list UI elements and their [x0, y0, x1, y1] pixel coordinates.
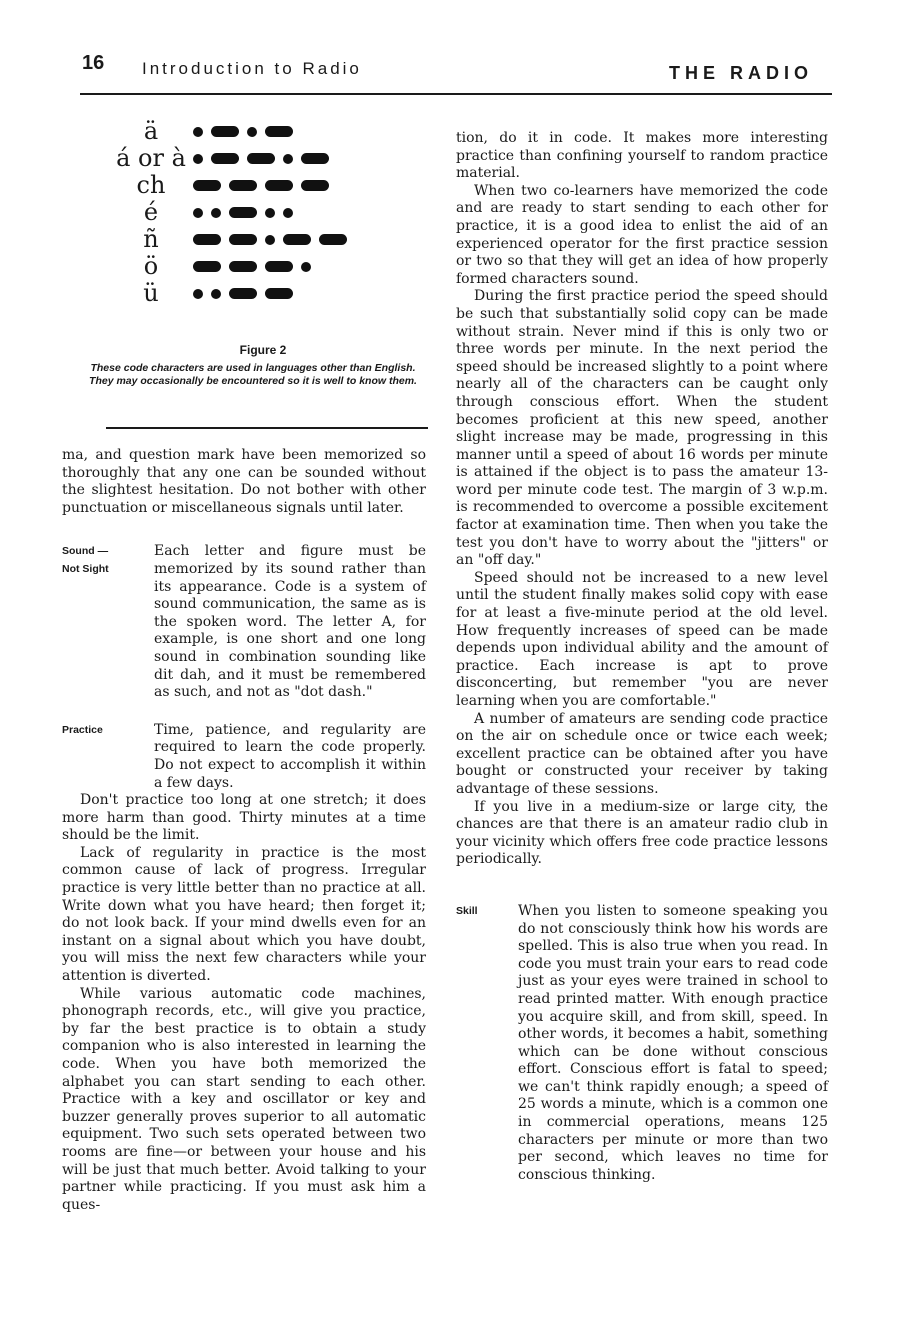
morse-dash-icon	[193, 261, 221, 272]
paragraph: Lack of regularity in practice is the most common cause of lack of progress. Irregular practice is very little better than no practice at all. Write down what you have heard; then forget it; do not look back. If your mind dwells even for an instant on a signal about which you have doubt, you will miss the next few characters while your attention is diverted.	[62, 844, 426, 985]
morse-dash-icon	[265, 261, 293, 272]
paragraph: Speed should not be increased to a new level until the student finally makes solid copy with ease for at least a five-minute period at the old level. How frequently increases of speed can be made depends upon individual ability and the amount of practice. Each increase is apt to prove disconcerting, but remember "you are never learning when you are comfortable."	[456, 569, 828, 709]
code-character: ñ	[143, 225, 159, 253]
morse-dash-icon	[229, 288, 257, 299]
morse-dot-icon	[265, 208, 275, 218]
code-character: é	[143, 198, 159, 226]
morse-dash-icon	[193, 180, 221, 191]
section-skill	[456, 903, 828, 1185]
section-practice	[62, 722, 426, 792]
code-character: ö	[143, 252, 159, 280]
header-rule	[80, 93, 832, 95]
code-marks	[193, 126, 293, 137]
code-marks	[193, 261, 311, 272]
code-marks	[193, 207, 293, 218]
morse-dash-icon	[229, 207, 257, 218]
morse-dash-icon	[229, 180, 257, 191]
page-number: 16	[82, 52, 105, 74]
morse-dot-icon	[193, 154, 203, 164]
morse-dot-icon	[193, 289, 203, 299]
side-heading-line: Sound —	[62, 545, 109, 558]
morse-dash-icon	[211, 153, 239, 164]
right-column	[456, 130, 828, 1184]
code-row	[115, 280, 405, 307]
paragraph: If you live in a medium-size or large city, the chances are that there is an amateur radio club in your vicinity which offers free code practice lessons periodically.	[456, 798, 828, 868]
morse-dot-icon	[283, 154, 293, 164]
code-character: ä	[143, 117, 159, 145]
morse-dot-icon	[211, 208, 221, 218]
morse-dash-icon	[265, 288, 293, 299]
paragraph: A number of amateurs are sending code practice on the air on schedule once or twice each week; excellent practice can be obtained after you have bought or constructed your receiver by taking advantage of these sessions.	[456, 710, 828, 797]
paragraph: Don't practice too long at one stretch; it does more harm than good. Thirty minutes at a time should be the limit.	[62, 792, 426, 844]
morse-dash-icon	[247, 153, 275, 164]
morse-dot-icon	[265, 235, 275, 245]
figure-rule	[106, 427, 428, 429]
side-heading: Skill	[456, 904, 478, 917]
paragraph: tion, do it in code. It makes more interesting practice than confining yourself to random practice material.	[456, 130, 828, 182]
paragraph: During the first practice period the speed should be such that substantially solid copy can be made without strain. Never mind if this is only two or three words per minute. In the next period the speed should be increased slightly to a point where nearly all of the characters can be caught only through conscious effort. When the student becomes proficient at this new speed, another slight increase may be made, progressing in this manner until a speed of about 16 words per minute is attained if the object is to pass the amateur 13-word per minute code test. The margin of 3 w.p.m. is recommended to overcome a possible excitement factor at examination time. Then when you take the test you don't have to worry about the "jitters" or an "off day."	[456, 288, 828, 569]
morse-dot-icon	[211, 289, 221, 299]
morse-dash-icon	[301, 180, 329, 191]
chapter-title: Introduction to Radio	[142, 59, 362, 78]
morse-dot-icon	[247, 127, 257, 137]
left-column	[62, 447, 426, 1214]
code-marks	[193, 288, 293, 299]
side-heading	[62, 543, 154, 701]
morse-dash-icon	[193, 234, 221, 245]
morse-dash-icon	[229, 234, 257, 245]
morse-dash-icon	[211, 126, 239, 137]
paragraph: ma, and question mark have been memorized so thoroughly that any one can be sounded without the slightest hesitation. Do not bother with other punctuation or miscellaneous signals until later.	[62, 447, 426, 516]
morse-dash-icon	[319, 234, 347, 245]
running-head: THE RADIO	[669, 63, 813, 83]
side-heading-line: Not Sight	[62, 562, 109, 575]
morse-dash-icon	[265, 180, 293, 191]
code-marks	[193, 153, 329, 164]
section-sound	[62, 543, 426, 701]
paragraph: Each letter and figure must be memorized by its sound rather than its appearance. Code is a system of sound communication, the same as is the spoken word. The letter A, for example, is one short and one long sound in combination sounding like dit dah, and it must be remembered as such, and not as "dot dash."	[154, 543, 426, 701]
code-row	[115, 118, 405, 145]
side-heading: Practice	[62, 723, 103, 736]
morse-dash-icon	[229, 261, 257, 272]
code-marks	[193, 234, 347, 245]
code-row	[115, 145, 405, 172]
paragraph: Time, patience, and regularity are required to learn the code properly. Do not expect to accomplish it within a few days.	[154, 721, 426, 791]
paragraph: While various automatic code machines, phonograph records, etc., will give you practice, by far the best practice is to obtain a study companion who is also interested in learning the code. When you have both memorized the alphabet you can start sending to each other. Practice with a key and oscillator or key and buzzer generally proves superior to all automatic equipment. Two such sets operated between two rooms are fine—or between your house and his will be just that much better. Avoid talking to your partner while practicing. If you must ask him a ques-	[62, 985, 426, 1213]
code-row	[115, 226, 405, 253]
morse-dash-icon	[265, 126, 293, 137]
morse-dot-icon	[301, 262, 311, 272]
paragraph: When you listen to someone speaking you do not consciously think how his words are spelled. This is also true when you read. In code you must train your ears to read code just as your eyes were trained in school to read printed matter. With enough practice you acquire skill, and from skill, speed. In other words, it becomes a habit, something which can be done without conscious effort. Conscious effort is fatal to speed; we can't think rapidly enough; a speed of 25 words a minute, which is a common one in commercial operations, means 125 characters per minute or more than two per second, which leaves no time for conscious thinking.	[518, 902, 828, 1183]
code-character: ü	[143, 279, 159, 307]
paragraph: When two co-learners have memorized the code and are ready to start sending to each other for practice, it is a good idea to enlist the aid of an experienced operator for the first practice session or two so that they will get an idea of how properly formed characters sound.	[456, 182, 828, 287]
code-row	[115, 172, 405, 199]
code-character: á or à	[116, 144, 186, 172]
morse-dot-icon	[283, 208, 293, 218]
morse-dash-icon	[283, 234, 311, 245]
morse-dot-icon	[193, 127, 203, 137]
code-row	[115, 253, 405, 280]
figure-title: Figure 2	[239, 343, 287, 357]
figure-caption: These code characters are used in languages other than English. They may occasionally be encountered so it is well to know them.	[89, 362, 417, 387]
morse-dot-icon	[193, 208, 203, 218]
figure-code-table	[115, 118, 405, 307]
morse-dash-icon	[301, 153, 329, 164]
code-marks	[193, 180, 329, 191]
code-character: ch	[136, 171, 166, 199]
code-row	[115, 199, 405, 226]
